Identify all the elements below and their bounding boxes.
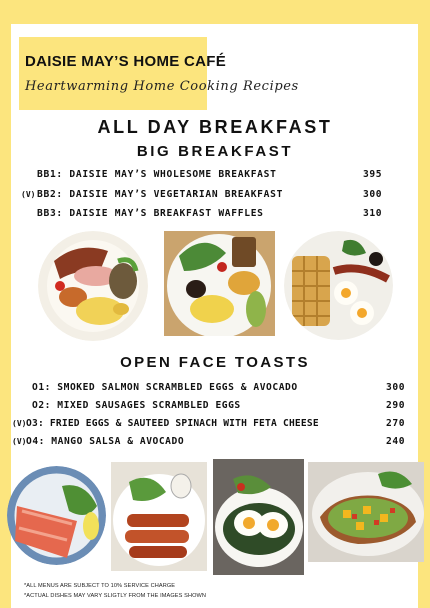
menu-item-price: 395 bbox=[363, 169, 383, 180]
section-title-open-face-toasts: OPEN FACE TOASTS bbox=[120, 354, 310, 371]
vegetarian-tag: (V) bbox=[12, 419, 27, 428]
menu-item-price: 290 bbox=[386, 400, 406, 411]
smoked-salmon-toast-photo bbox=[7, 466, 106, 565]
wholesome-breakfast-photo bbox=[38, 231, 148, 341]
menu-item-price: 300 bbox=[386, 382, 406, 393]
vegetarian-tag: (V) bbox=[21, 190, 36, 199]
section-title-big-breakfast: BIG BREAKFAST bbox=[136, 143, 294, 160]
menu-item-price: 310 bbox=[363, 208, 383, 219]
menu-item-bb3 bbox=[37, 208, 264, 219]
menu-item-o2 bbox=[32, 400, 241, 411]
menu-item-price: 300 bbox=[363, 189, 383, 200]
menu-item-name: BB1: DAISIE MAY’S WHOLESOME BREAKFAST bbox=[37, 169, 277, 180]
mango-salsa-avocado-toast-photo bbox=[308, 462, 424, 562]
service-charge-note: *ALL MENUS ARE SUBJECT TO 10% SERVICE CHARGE bbox=[24, 583, 176, 589]
menu-item-o1 bbox=[32, 382, 298, 393]
vegetarian-breakfast-photo bbox=[164, 231, 275, 336]
mixed-sausages-toast-photo bbox=[111, 462, 207, 571]
menu-item-name: BB3: DAISIE MAY’S BREAKFAST WAFFLES bbox=[37, 208, 264, 219]
menu-item-name: O1: SMOKED SALMON SCRAMBLED EGGS & AVOCADO bbox=[32, 382, 298, 393]
menu-item-o3 bbox=[12, 418, 319, 429]
fried-eggs-spinach-toast-photo bbox=[213, 459, 304, 575]
vegetarian-tag: (V) bbox=[12, 437, 27, 446]
menu-item-bb1 bbox=[37, 169, 277, 180]
menu-title: ALL DAY BREAKFAST bbox=[97, 117, 333, 137]
menu-item-name: O2: MIXED SAUSAGES SCRAMBLED EGGS bbox=[32, 400, 241, 411]
menu-item-price: 270 bbox=[386, 418, 406, 429]
menu-item-name: O4: MANGO SALSA & AVOCADO bbox=[26, 436, 185, 447]
breakfast-waffles-photo bbox=[284, 231, 393, 340]
menu-item-bb2 bbox=[21, 189, 284, 200]
cafe-tagline: Heartwarming Home Cooking Recipes bbox=[25, 79, 299, 94]
image-disclaimer-note: *ACTUAL DISHES MAY VARY SLIGTLY FROM THE IMAGES SHOWN bbox=[24, 593, 207, 599]
menu-item-price: 240 bbox=[386, 436, 406, 447]
menu-item-name: BB2: DAISIE MAY’S VEGETARIAN BREAKFAST bbox=[37, 189, 284, 200]
menu-item-name: O3: FRIED EGGS & SAUTEED SPINACH WITH FETA CHEESE bbox=[26, 418, 319, 429]
menu-item-o4 bbox=[12, 436, 185, 447]
brand-highlight bbox=[19, 37, 207, 110]
cafe-name: DAISIE MAY’S HOME CAFÉ bbox=[25, 53, 227, 70]
